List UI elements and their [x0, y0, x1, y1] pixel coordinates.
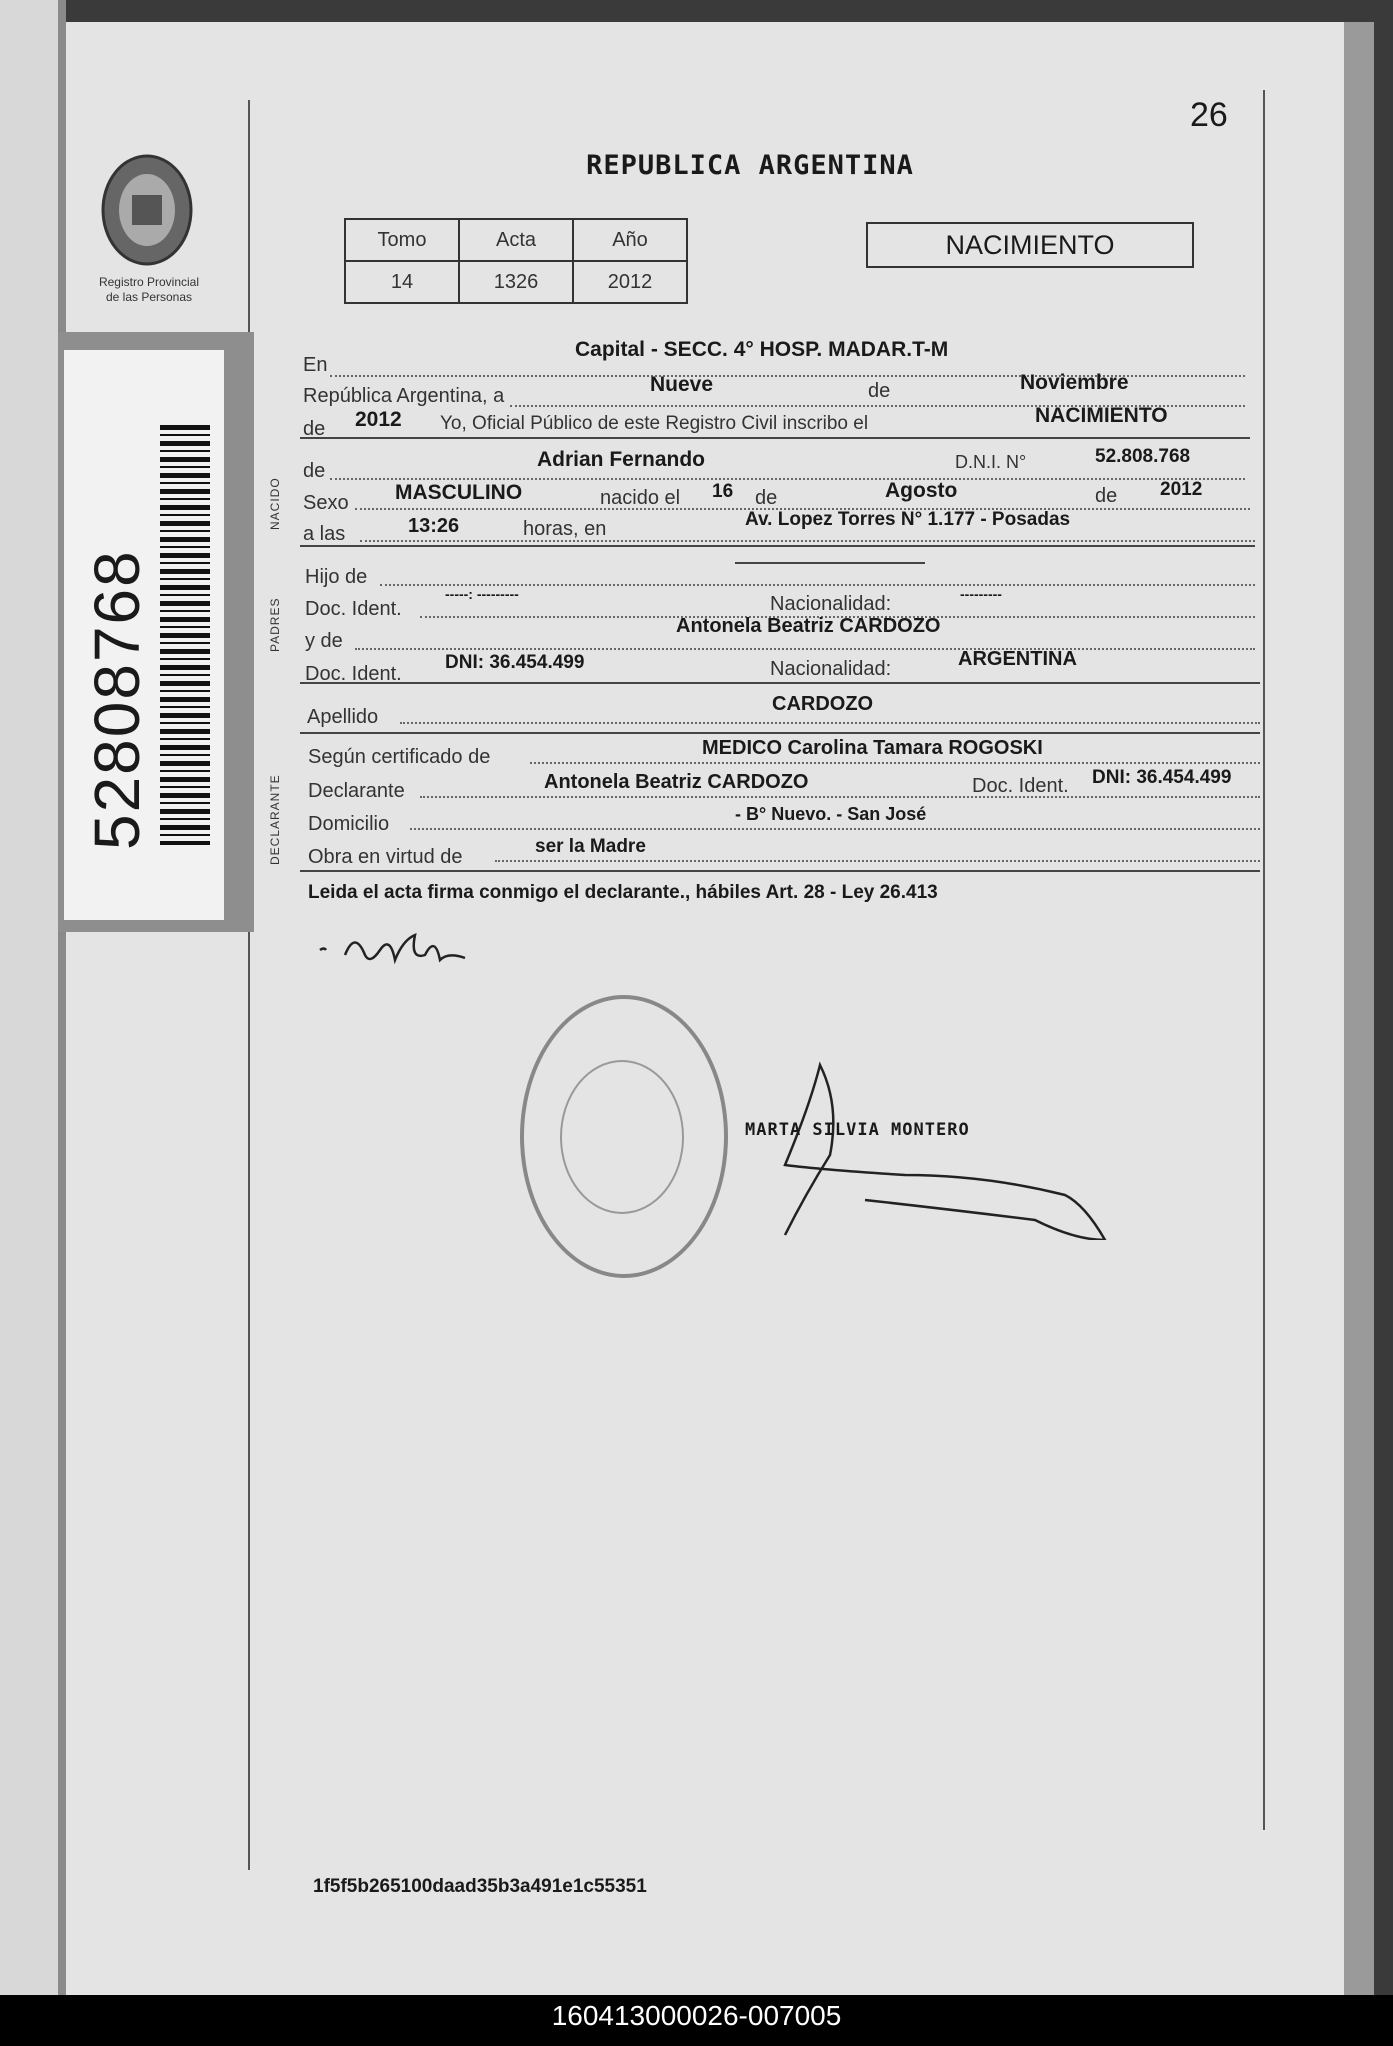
acta-value: 1326 — [459, 261, 573, 303]
padre-nac-value: --------- — [960, 586, 1002, 602]
document-title: REPUBLICA ARGENTINA — [586, 150, 914, 181]
lugar-value: Av. Lopez Torres N° 1.177 - Posadas — [745, 509, 1071, 530]
y-de-label: y de — [305, 630, 343, 652]
padre-doc-value: -----: --------- — [445, 586, 519, 602]
divider — [300, 870, 1260, 872]
en-label: En — [303, 354, 328, 376]
handwritten-initials — [315, 925, 505, 980]
nac-anio-value: 2012 — [1160, 479, 1203, 500]
dia-value: Nueve — [650, 373, 714, 396]
apellido-value: CARDOZO — [772, 693, 874, 715]
dotted-line — [420, 796, 1260, 798]
hijo-label: Hijo de — [305, 566, 368, 588]
hash-code: 1f5f5b265100daad35b3a491e1c55351 — [313, 1876, 647, 1897]
page-edge — [1344, 22, 1374, 1995]
document-page — [64, 22, 1344, 1995]
sexo-label: Sexo — [303, 492, 349, 514]
tomo-value: 14 — [345, 261, 459, 303]
document-id: 160413000026-007005 — [551, 2000, 842, 2031]
domicilio-label: Domicilio — [308, 813, 390, 835]
blank-line — [735, 562, 925, 564]
signature — [740, 1060, 1120, 1245]
horas-en-label: horas, en — [523, 518, 607, 540]
divider — [300, 545, 1255, 547]
registry-name: Registro Provincial de las Personas — [98, 275, 200, 304]
dotted-line — [530, 762, 1260, 764]
domicilio-value: - B° Nuevo. - San José — [735, 804, 927, 824]
de-label: de — [1095, 485, 1118, 507]
declarante-label: Declarante — [308, 780, 405, 802]
nac-mes-value: Agosto — [885, 479, 958, 502]
madre-doc-value: DNI: 36.454.499 — [445, 652, 585, 673]
record-table — [344, 218, 688, 304]
dotted-line — [400, 722, 1260, 724]
stamp-emblem-icon — [560, 1060, 684, 1214]
republica-label: República Argentina, a — [303, 385, 505, 407]
doc-ident-label: Doc. Ident. — [972, 775, 1069, 797]
a-las-label: a las — [303, 523, 346, 545]
side-label-declarante: DECLARANTE — [268, 774, 282, 865]
declarante-value: Antonela Beatriz CARDOZO — [544, 771, 809, 793]
de-label: de — [755, 487, 778, 509]
doc-ident-label: Doc. Ident. — [305, 663, 402, 685]
obra-label: Obra en virtud de — [308, 846, 463, 868]
apellido-label: Apellido — [307, 706, 379, 728]
side-label-padres: PADRES — [268, 597, 282, 652]
dotted-line — [410, 828, 1260, 830]
anio-header: Año — [573, 219, 687, 261]
obra-value: ser la Madre — [535, 836, 646, 857]
oficial-text: Yo, Oficial Público de este Registro Civil inscribo el — [440, 413, 869, 434]
doc-ident-label: Doc. Ident. — [305, 598, 402, 620]
certificado-value: MEDICO Carolina Tamara ROGOSKI — [702, 737, 1043, 759]
anio-value: 2012 — [355, 408, 402, 431]
side-label-nacido: NACIDO — [268, 477, 282, 530]
dni-value: 52.808.768 — [1095, 446, 1191, 467]
tomo-header: Tomo — [345, 219, 459, 261]
madre-nac-value: ARGENTINA — [958, 648, 1077, 670]
right-margin-line — [1263, 90, 1265, 1830]
sexo-value: MASCULINO — [395, 481, 523, 504]
dotted-line — [360, 540, 1255, 542]
madre-nombre-value: Antonela Beatriz CARDOZO — [676, 615, 941, 637]
mes-value: Noviembre — [1020, 371, 1129, 394]
nacido-label: nacido el — [600, 487, 681, 509]
de-label: de — [303, 418, 326, 440]
acta-header: Acta — [459, 219, 573, 261]
dni-label: D.N.I. N° — [955, 452, 1027, 472]
en-value: Capital - SECC. 4° HOSP. MADAR.T-M — [575, 338, 949, 361]
nacionalidad-label: Nacionalidad: — [770, 658, 892, 680]
record-type-box: NACIMIENTO — [866, 222, 1194, 268]
nac-dia-value: 16 — [712, 481, 734, 502]
nombre-value: Adrian Fernando — [537, 448, 706, 471]
barcode — [160, 425, 210, 845]
nacionalidad-label: Nacionalidad: — [770, 593, 892, 615]
de-label: de — [303, 460, 326, 482]
spine-shadow — [58, 0, 66, 1995]
declarante-doc-value: DNI: 36.454.499 — [1092, 767, 1232, 788]
dotted-line — [330, 478, 1245, 480]
registry-seal-icon — [92, 150, 202, 270]
closing-text: Leida el acta firma conmigo el declarante., hábiles Art. 28 - Ley 26.413 — [308, 882, 938, 903]
certificado-label: Según certificado de — [308, 746, 491, 768]
signature-name: MARTA SILVIA MONTERO — [745, 1120, 970, 1140]
page-number: 26 — [1190, 96, 1228, 134]
dotted-line — [495, 860, 1260, 862]
hora-value: 13:26 — [408, 515, 460, 537]
inscribo-value: NACIMIENTO — [1035, 404, 1168, 427]
left-page — [0, 0, 62, 1995]
anio-value: 2012 — [573, 261, 687, 303]
de-label: de — [868, 380, 891, 402]
dotted-line — [355, 648, 1255, 650]
barcode-number: 52808768 — [81, 549, 153, 850]
divider — [300, 732, 1260, 734]
divider — [300, 682, 1260, 684]
divider — [300, 437, 1250, 439]
